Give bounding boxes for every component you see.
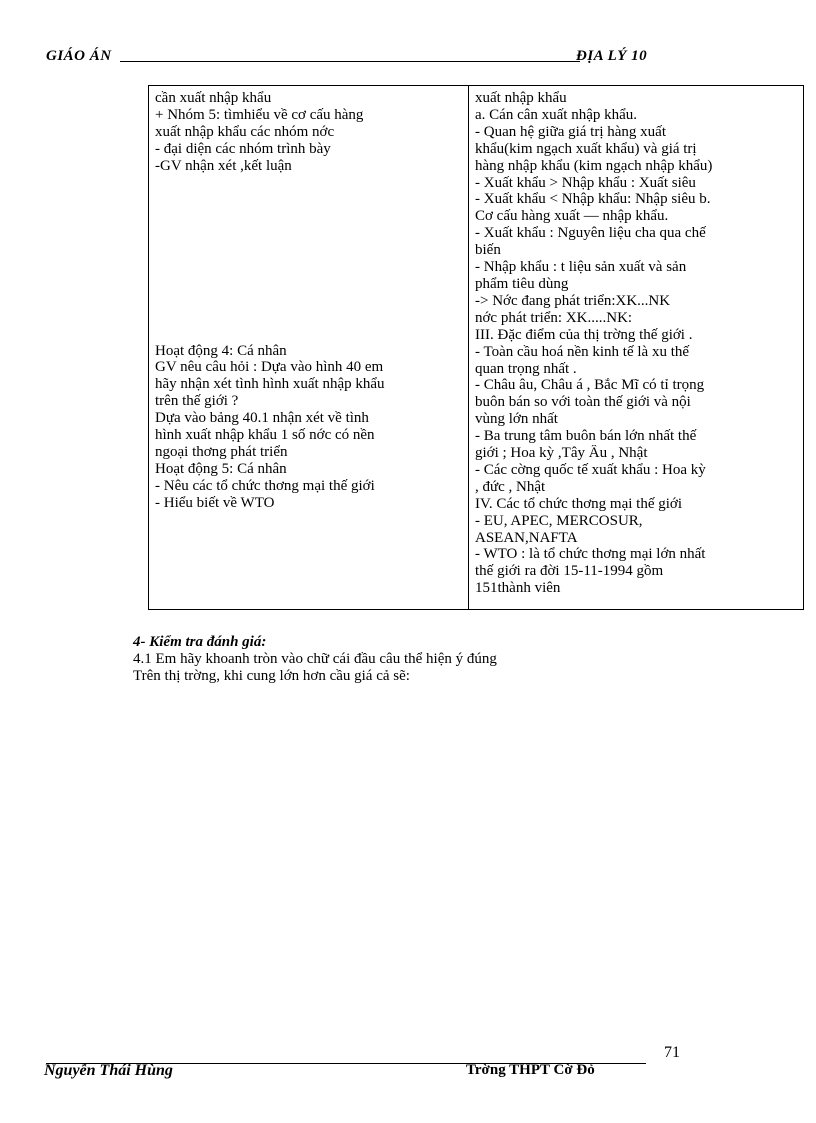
header-subject-right: ĐỊA LÝ 10 (576, 48, 648, 64)
content-line: - Xuất khẩu > Nhập khẩu : Xuất siêu (475, 174, 696, 191)
content-line: buôn bán so với toàn thế giới và nội (475, 394, 691, 411)
activity-line: - đại diện các nhóm trình bày (155, 140, 331, 157)
activity-line: cần xuất nhập khẩu (155, 90, 272, 106)
activity-line: hình xuất nhập khẩu 1 số nớc có nền (155, 427, 375, 444)
assessment-instruction: 4.1 Em hãy khoanh tròn vào chữ cái đầu câu thể hiện ý đúng (133, 651, 497, 667)
assessment-section (133, 634, 497, 685)
activity-line: ngoại thơng phát triển (155, 443, 288, 460)
content-line: , đức , Nhật (475, 478, 546, 495)
activity-line: trên thế giới ? (155, 393, 239, 410)
page-number: 71 (664, 1044, 680, 1061)
content-line: - Ba trung tâm buôn bán lớn nhất thế (475, 428, 697, 445)
activity-line: GV nêu câu hỏi : Dựa vào hình 40 em (155, 359, 384, 376)
header-rule (120, 61, 580, 62)
activity-line: - Nêu các tổ chức thơng mại thế giới (155, 477, 375, 494)
column-divider (468, 86, 469, 609)
content-line: - Xuất khẩu : Nguyên liệu cha qua chế (475, 225, 706, 242)
content-column (475, 90, 797, 597)
content-line: thế giới ra đời 15-11-1994 gồm (475, 563, 664, 580)
content-line: - Châu âu, Châu á , Bắc Mĩ có tỉ trọng (475, 377, 705, 394)
activity-line: Hoạt động 5: Cá nhân (155, 460, 287, 477)
content-line: - WTO : là tổ chức thơng mại lớn nhất (475, 546, 706, 563)
content-line: a. Cán cân xuất nhập khẩu. (475, 106, 638, 123)
content-line: giới ; Hoa kỳ ,Tây Âu , Nhật (475, 445, 648, 462)
content-line: phẩm tiêu dùng (475, 275, 569, 292)
content-line: III. Đặc điểm của thị trờng thế giới . (475, 326, 693, 343)
content-line: IV. Các tổ chức thơng mại thế giới (475, 495, 683, 512)
activities-column (155, 90, 461, 512)
content-line: 151thành viên (475, 580, 561, 597)
content-line: - Toàn cầu hoá nền kinh tế là xu thế (475, 343, 690, 360)
content-line: hàng nhập khẩu (kim ngạch nhập khẩu) (475, 157, 713, 174)
activity-line: xuất nhập khẩu các nhóm nớc (155, 123, 335, 140)
lesson-table (148, 85, 804, 610)
content-line: vùng lớn nhất (475, 411, 558, 428)
content-line: -> Nớc đang phát triển:XK...NK (475, 292, 671, 309)
activity-line: hãy nhận xét tình hình xuất nhập khẩu (155, 376, 385, 393)
content-line: - Nhập khẩu : t liệu sản xuất và sản (475, 259, 687, 276)
spacer (155, 175, 461, 343)
content-line: khẩu(kim ngạch xuất khẩu) và giá trị (475, 140, 697, 157)
content-line: ASEAN,NAFTA (475, 529, 578, 546)
content-line: xuất nhập khẩu (475, 90, 567, 106)
content-line: - Xuất khẩu < Nhập khẩu: Nhập siêu b. (475, 191, 711, 208)
assessment-title: 4- Kiểm tra đánh giá: (133, 634, 267, 650)
content-line: - Quan hệ giữa giá trị hàng xuất (475, 123, 666, 140)
activity-line: + Nhóm 5: tìmhiểu về cơ cấu hàng (155, 106, 364, 123)
content-line: biến (475, 242, 501, 259)
content-line: Cơ cấu hàng xuất — nhập khẩu. (475, 208, 669, 225)
activity-line: Hoạt động 4: Cá nhân (155, 342, 287, 359)
activity-line: - Hiểu biết về WTO (155, 494, 275, 511)
footer-school: Trờng THPT Cờ Đỏ (466, 1062, 595, 1078)
content-line: nớc phát triển: XK.....NK: (475, 309, 633, 326)
footer-author: Nguyễn Thái Hùng (44, 1062, 173, 1079)
header-subject-left: GIÁO ÁN (46, 48, 112, 64)
assessment-question: Trên thị trờng, khi cung lớn hơn cầu giá cả sẽ: (133, 668, 410, 684)
content-line: quan trọng nhất . (475, 360, 577, 377)
activity-line: Dựa vào bảng 40.1 nhận xét về tình (155, 410, 369, 427)
activity-line: -GV nhận xét ,kết luận (155, 157, 292, 174)
content-line: - EU, APEC, MERCOSUR, (475, 512, 643, 529)
content-line: - Các cờng quốc tế xuất khẩu : Hoa kỳ (475, 461, 706, 478)
